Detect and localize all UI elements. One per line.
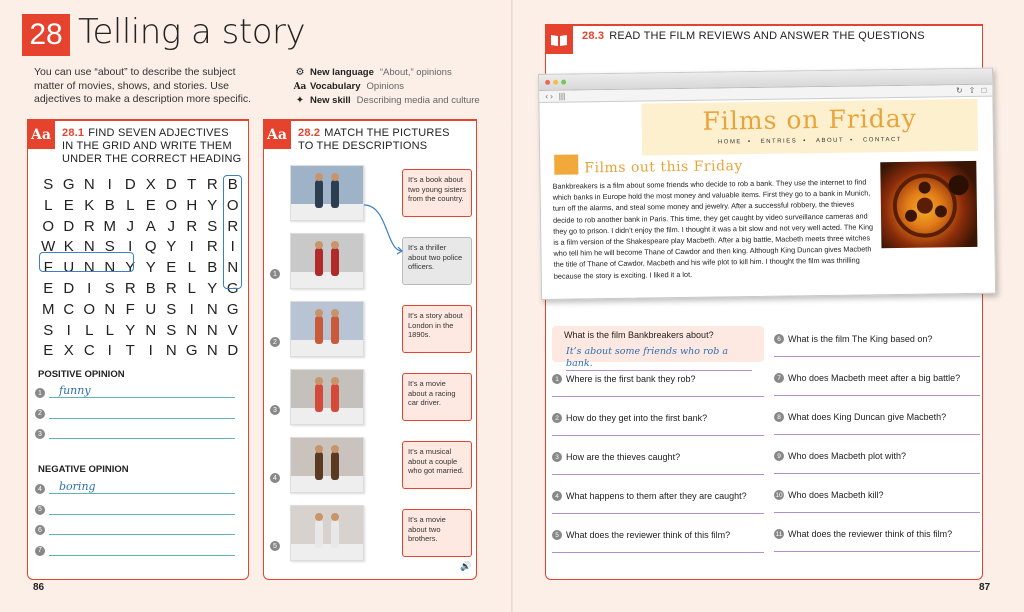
- grid-letter[interactable]: N: [83, 238, 95, 256]
- exercise-instruction: MATCH THE PICTURES TO THE DESCRIPTIONS: [298, 127, 450, 152]
- question-text: What does the reviewer think of this film?: [566, 530, 731, 540]
- exercise-heading: [62, 127, 242, 166]
- grid-letter[interactable]: S: [43, 176, 54, 193]
- meta-new-language: [293, 66, 480, 80]
- description-card[interactable]: It’s a musical about a couple who got married.: [402, 441, 472, 489]
- question-text: What does the reviewer think of this film?: [788, 529, 953, 539]
- question: [774, 412, 946, 422]
- meta-label: Vocabulary: [310, 81, 361, 92]
- review-text: Bankbreakers is a film about some friends who decide to rob a bank. They use the internet to find which banks in Europe hold the most money and valuable items. First they go to a bank in Munich, turn off the alarms, and steal some money and jewelry. After a successful robbery, the thieves decide to rob another bank in Paris. This time, they get caught by video surveillance cameras and they go to prison. I didn’t enjoy the film. I thought it was a bit slow and not very well acted. The King is a film version of the Shakespeare play Macbeth. After a big battle, Macbeth meets three witches who tell him he will become Thane of Cawdor and then king. Although King Duncan gives Macbeth the title of Thane of Cawdor, Macbeth and his wife plot to kill him. I thought the film was thrilling because the story is exciting. I liked it a lot.: [552, 177, 874, 281]
- answer-line[interactable]: [552, 474, 764, 475]
- grid-letter[interactable]: L: [187, 259, 196, 277]
- sisters-running-image: [290, 369, 364, 425]
- highlight-funny: [39, 252, 134, 272]
- menu-entries[interactable]: ENTRIES: [760, 138, 798, 145]
- meta-value: Describing media and culture: [356, 95, 480, 106]
- answer-row: [35, 405, 235, 419]
- grid-letter[interactable]: B: [227, 176, 238, 193]
- grid-letter[interactable]: T: [125, 342, 135, 360]
- intro-text: You can use “about” to describe the subject matter of movies, shows, and stories. Use adjectives to make a description more specific.: [34, 66, 252, 105]
- answer-line[interactable]: [552, 513, 764, 514]
- question: [552, 452, 680, 462]
- two-brothers-image: [290, 301, 364, 357]
- grid-letter[interactable]: I: [189, 238, 194, 256]
- example-question-text: What is the film Bankbreakers about?: [564, 330, 714, 340]
- film-reel-image: [880, 161, 977, 248]
- question: [552, 374, 696, 384]
- question-number: 11: [775, 530, 783, 538]
- grid-letter[interactable]: Y: [125, 259, 136, 277]
- grid-letter[interactable]: D: [165, 176, 177, 193]
- grid-letter[interactable]: D: [63, 279, 75, 297]
- picture-number: 3: [270, 405, 280, 415]
- answer-row: [35, 480, 235, 494]
- grid-letter[interactable]: J: [126, 217, 134, 235]
- grid-letter[interactable]: K: [63, 238, 74, 256]
- grid-letter[interactable]: N: [104, 300, 116, 318]
- grid-letter[interactable]: B: [145, 279, 156, 297]
- grid-letter[interactable]: E: [145, 196, 156, 214]
- question-text: Where is the first bank they rob?: [566, 374, 696, 384]
- grid-letter[interactable]: H: [186, 196, 198, 214]
- grid-letter[interactable]: T: [187, 176, 197, 193]
- question: [774, 373, 960, 383]
- grid-letter[interactable]: R: [165, 279, 177, 297]
- grid-letter[interactable]: I: [230, 238, 235, 256]
- skill-icon: ✦: [295, 95, 305, 106]
- answer-line[interactable]: [774, 512, 980, 513]
- page-number-right: 87: [979, 582, 991, 593]
- grid-letter[interactable]: L: [126, 196, 135, 214]
- man-and-red-car-image: [290, 233, 364, 289]
- answer-field[interactable]: [49, 426, 235, 439]
- grid-letter[interactable]: F: [43, 259, 53, 277]
- grid-letter[interactable]: C: [63, 300, 75, 318]
- grid-letter[interactable]: D: [227, 342, 239, 360]
- meta-value: Opinions: [366, 81, 405, 92]
- grid-letter[interactable]: R: [206, 238, 218, 256]
- close-dot[interactable]: [545, 80, 550, 85]
- answer-number: 5: [35, 505, 45, 515]
- answer-number: 4: [35, 484, 45, 494]
- grid-letter[interactable]: G: [185, 342, 198, 360]
- question: [552, 491, 747, 501]
- answer-field[interactable]: [49, 502, 235, 515]
- grid-letter[interactable]: I: [128, 238, 133, 256]
- match-connector: [364, 201, 406, 257]
- grid-letter[interactable]: G: [62, 176, 75, 193]
- reading-icon: [545, 26, 573, 54]
- grid-row: [38, 175, 243, 196]
- grid-letter[interactable]: Q: [144, 238, 157, 256]
- question: [774, 451, 906, 461]
- answer-field[interactable]: funny: [49, 385, 235, 398]
- grid-letter[interactable]: N: [165, 342, 177, 360]
- exercise-28-1-panel: [27, 119, 249, 580]
- positive-opinion-heading: POSITIVE OPINION: [38, 369, 125, 380]
- grid-letter[interactable]: A: [145, 217, 156, 235]
- exercise-28-2-panel: [263, 119, 477, 580]
- maximize-dot[interactable]: [561, 80, 566, 85]
- reload-icon[interactable]: ↻: [955, 86, 963, 96]
- grid-letter[interactable]: D: [124, 176, 136, 193]
- description-card[interactable]: It’s a thriller about two police officers.: [402, 237, 472, 285]
- unit-title: Telling a story: [78, 12, 306, 52]
- upload-icon[interactable]: ⇧: [968, 85, 976, 95]
- grid-letter[interactable]: K: [84, 196, 95, 214]
- grid-letter[interactable]: I: [189, 300, 194, 318]
- grid-letter[interactable]: B: [207, 259, 218, 277]
- description-card[interactable]: It’s a book about two young sisters from the country.: [402, 169, 472, 217]
- answer-field[interactable]: [49, 543, 235, 556]
- grid-letter[interactable]: N: [83, 259, 95, 277]
- grid-letter[interactable]: N: [83, 176, 95, 193]
- question: [552, 413, 707, 423]
- tabs-icon[interactable]: □: [981, 85, 987, 95]
- answer-row: [35, 521, 235, 535]
- grid-letter[interactable]: F: [125, 300, 135, 318]
- grid-letter[interactable]: G: [226, 300, 239, 318]
- back-forward-icon[interactable]: ‹ ›: [545, 91, 553, 101]
- question-number: 2: [552, 413, 562, 423]
- grid-letter[interactable]: E: [43, 279, 54, 297]
- question-text: Who does Macbeth kill?: [788, 490, 884, 500]
- grid-letter[interactable]: X: [63, 342, 74, 360]
- question-text: How are the thieves caught?: [566, 452, 681, 462]
- grid-letter[interactable]: Y: [207, 196, 218, 214]
- horse-carriage-image: [290, 437, 364, 493]
- site-header: [641, 99, 978, 156]
- grid-letter[interactable]: I: [148, 342, 153, 360]
- exercise-instruction: FIND SEVEN ADJECTIVES IN THE GRID AND WRITE THEM UNDER THE CORRECT HEADING: [62, 127, 242, 165]
- grid-letter[interactable]: R: [206, 176, 218, 193]
- puzzle-icon: ⚙: [295, 67, 305, 78]
- grid-letter[interactable]: Y: [207, 279, 218, 297]
- review-subtitle: Films out this Friday: [584, 158, 743, 177]
- grid-letter[interactable]: E: [63, 196, 74, 214]
- grid-letter[interactable]: O: [83, 300, 96, 318]
- question-number: 8: [774, 412, 784, 422]
- grid-letter[interactable]: S: [166, 321, 177, 339]
- question-number: 3: [552, 452, 562, 462]
- description-card[interactable]: It’s a movie about a racing car driver.: [402, 373, 472, 421]
- menu-contact[interactable]: CONTACT: [862, 136, 903, 144]
- answer-field[interactable]: [49, 406, 235, 419]
- grid-letter[interactable]: N: [104, 259, 116, 277]
- question-number: 4: [552, 491, 562, 501]
- meta-vocabulary: [293, 80, 480, 94]
- exercise-number: 28.1: [62, 127, 85, 139]
- site-menu: HOME • ENTRIES • ABOUT • CONTACT: [717, 136, 903, 146]
- answer-line[interactable]: [552, 435, 764, 436]
- question: [774, 334, 932, 344]
- grid-row: [38, 300, 243, 321]
- grid-letter[interactable]: L: [85, 321, 94, 339]
- grid-letter[interactable]: S: [104, 279, 115, 297]
- minimize-dot[interactable]: [553, 80, 558, 85]
- grid-letter[interactable]: N: [227, 259, 239, 277]
- grid-letter[interactable]: M: [42, 300, 55, 318]
- grid-letter[interactable]: R: [83, 217, 95, 235]
- question: [774, 490, 884, 500]
- police-officers-image: [290, 165, 364, 221]
- grid-letter[interactable]: S: [207, 217, 218, 235]
- grid-row: [38, 196, 243, 217]
- question: [774, 529, 952, 539]
- example-answer: It’s about some friends who rob a bank.: [566, 346, 752, 371]
- answer-line[interactable]: [774, 395, 980, 396]
- answer-line[interactable]: [774, 356, 980, 357]
- grid-letter[interactable]: I: [66, 321, 71, 339]
- vocabulary-icon: Aa: [27, 121, 55, 149]
- grid-letter[interactable]: O: [42, 217, 55, 235]
- aa-icon: Aa: [293, 82, 307, 92]
- grid-letter[interactable]: G: [226, 279, 239, 297]
- question-number: 9: [774, 451, 784, 461]
- exercise-heading: [298, 127, 468, 153]
- grid-letter[interactable]: S: [166, 300, 177, 318]
- unit-number: 28: [22, 14, 70, 56]
- grid-row: [38, 279, 243, 300]
- grid-letter[interactable]: M: [103, 217, 116, 235]
- grid-letter[interactable]: B: [104, 196, 115, 214]
- grid-letter[interactable]: L: [44, 196, 53, 214]
- answer-line[interactable]: [774, 473, 980, 474]
- exercise-number: 28.3: [582, 30, 605, 42]
- grid-letter[interactable]: N: [206, 342, 218, 360]
- grid-letter[interactable]: E: [43, 342, 54, 360]
- grid-letter[interactable]: R: [124, 279, 136, 297]
- grid-letter[interactable]: C: [83, 342, 95, 360]
- grid-letter[interactable]: N: [206, 321, 218, 339]
- exercise-heading: [582, 30, 925, 42]
- grid-letter[interactable]: U: [145, 300, 157, 318]
- grid-row: [38, 321, 243, 342]
- page-number-left: 86: [33, 582, 45, 593]
- question-number: 1: [552, 374, 562, 384]
- site-title: Films on Friday: [702, 103, 917, 136]
- question-text: How do they get into the first bank?: [566, 413, 708, 423]
- question-number: 5: [552, 530, 562, 540]
- grid-letter[interactable]: Y: [125, 321, 136, 339]
- picture-number: 2: [270, 337, 280, 347]
- grid-letter[interactable]: R: [186, 217, 198, 235]
- grid-letter[interactable]: I: [107, 176, 112, 193]
- answer-number: 3: [35, 429, 45, 439]
- grid-letter[interactable]: N: [145, 321, 157, 339]
- grid-letter[interactable]: Y: [166, 238, 177, 256]
- picture-number: 5: [270, 541, 280, 551]
- grid-letter[interactable]: I: [107, 342, 112, 360]
- grid-letter[interactable]: S: [104, 238, 115, 256]
- description-card[interactable]: It’s a story about London in the 1890s.: [402, 305, 472, 353]
- answer-line[interactable]: [774, 434, 980, 435]
- picture-number: 1: [270, 269, 280, 279]
- question: [552, 530, 730, 540]
- answer-number: 2: [35, 409, 45, 419]
- grid-letter[interactable]: E: [166, 259, 177, 277]
- example-question: [552, 326, 764, 369]
- grid-letter[interactable]: S: [43, 321, 54, 339]
- unit-meta: [293, 66, 480, 108]
- exercise-number: 28.2: [298, 127, 321, 139]
- grid-letter[interactable]: J: [167, 217, 175, 235]
- question-number: 10: [775, 491, 783, 499]
- grid-letter[interactable]: D: [63, 217, 75, 235]
- grid-letter[interactable]: U: [63, 259, 75, 277]
- wedding-couple-image: [290, 505, 364, 561]
- answer-field[interactable]: [49, 522, 235, 535]
- grid-row: [38, 217, 243, 238]
- page-gutter: [511, 0, 513, 612]
- menu-home[interactable]: HOME: [717, 139, 742, 146]
- highlight-boring: [223, 175, 242, 289]
- answer-number: 7: [35, 546, 45, 556]
- meta-value: “About,” opinions: [379, 67, 452, 78]
- answer-line[interactable]: [552, 552, 764, 553]
- grid-letter[interactable]: R: [227, 217, 239, 235]
- grid-letter[interactable]: W: [41, 238, 56, 256]
- description-card[interactable]: It’s a movie about two brothers.: [402, 509, 472, 557]
- grid-letter[interactable]: Y: [145, 259, 156, 277]
- grid-row: [38, 341, 243, 362]
- grid-letter[interactable]: X: [145, 176, 156, 193]
- grid-letter[interactable]: L: [187, 279, 196, 297]
- grid-letter[interactable]: L: [105, 321, 114, 339]
- answer-number: 6: [35, 525, 45, 535]
- question-number: 7: [774, 373, 784, 383]
- decorative-square: [554, 154, 578, 174]
- question-text: What happens to them after they are caught?: [566, 491, 747, 501]
- meta-new-skill: [293, 94, 480, 108]
- question-number: 6: [774, 334, 784, 344]
- meta-label: New skill: [310, 95, 351, 106]
- answer-row: [35, 501, 235, 515]
- answer-row: [35, 425, 235, 439]
- answer-line[interactable]: [774, 551, 980, 552]
- question-text: What is the film The King based on?: [788, 334, 933, 344]
- answer-field[interactable]: boring: [49, 481, 235, 494]
- grid-letter[interactable]: N: [206, 300, 218, 318]
- answer-row: [35, 542, 235, 556]
- question-text: What does King Duncan give Macbeth?: [788, 412, 947, 422]
- picture-number: 4: [270, 473, 280, 483]
- answer-line[interactable]: [552, 396, 764, 397]
- browser-window: [538, 68, 996, 300]
- vocabulary-icon: Aa: [263, 121, 291, 149]
- menu-about[interactable]: ABOUT: [815, 137, 845, 145]
- exercise-instruction: READ THE FILM REVIEWS AND ANSWER THE QUESTIONS: [609, 30, 925, 42]
- meta-label: New language: [310, 67, 374, 78]
- grid-letter[interactable]: V: [227, 321, 238, 339]
- answer-number: 1: [35, 388, 45, 398]
- audio-icon[interactable]: 🔊: [460, 561, 472, 571]
- grid-letter[interactable]: O: [165, 196, 178, 214]
- bookmarks-icon[interactable]: |||: [558, 91, 566, 101]
- grid-letter[interactable]: O: [226, 196, 239, 214]
- answer-row: [35, 384, 235, 398]
- question-text: Who does Macbeth plot with?: [788, 451, 907, 461]
- question-text: Who does Macbeth meet after a big battle?: [788, 373, 961, 383]
- grid-letter[interactable]: N: [186, 321, 198, 339]
- grid-letter[interactable]: I: [87, 279, 92, 297]
- negative-opinion-heading: NEGATIVE OPINION: [38, 464, 129, 475]
